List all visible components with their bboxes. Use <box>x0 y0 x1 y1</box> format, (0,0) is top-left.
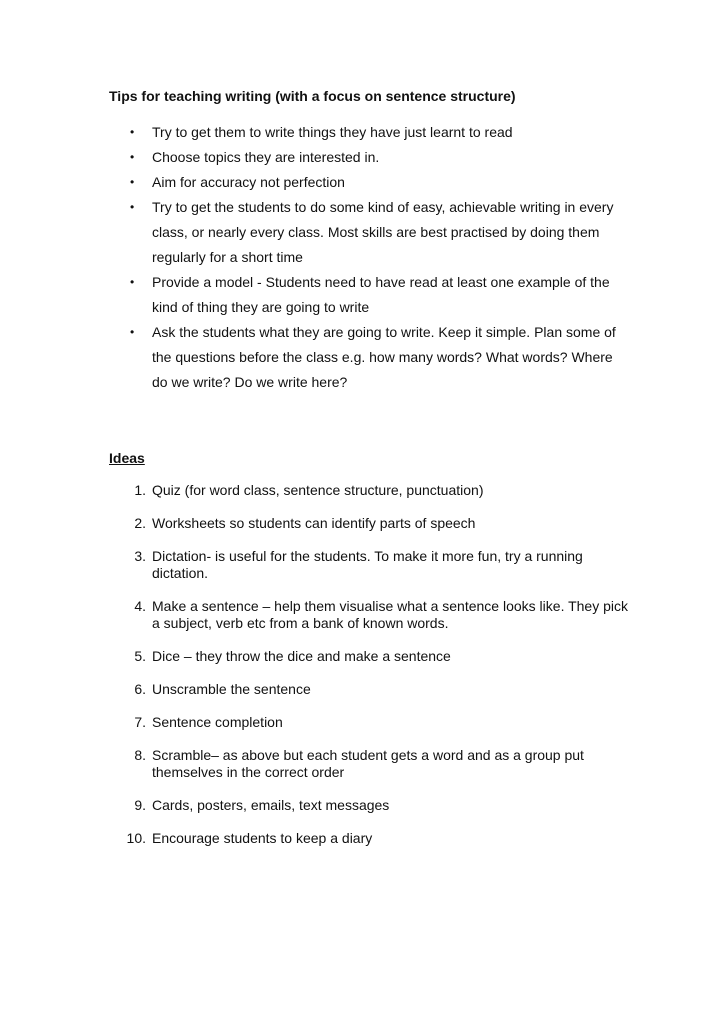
idea-number: 3. <box>134 548 146 564</box>
idea-text: Dictation- is useful for the students. To make it more fun, try a running dictation. <box>152 548 583 581</box>
tips-heading: Tips for teaching writing (with a focus on sentence structure) <box>109 88 516 104</box>
tip-text: Try to get them to write things they have just learnt to read <box>152 124 513 140</box>
tips-list <box>109 120 629 395</box>
idea-number: 1. <box>134 482 146 498</box>
bullet-icon: • <box>130 150 135 164</box>
idea-number: 4. <box>134 598 146 614</box>
idea-text: Worksheets so students can identify parts of speech <box>152 515 476 531</box>
idea-item <box>109 797 629 814</box>
tip-item <box>109 320 629 395</box>
idea-number: 10. <box>126 830 146 846</box>
ideas-heading: Ideas <box>109 450 145 466</box>
tip-item <box>109 145 629 170</box>
bullet-icon: • <box>130 325 135 339</box>
idea-item <box>109 648 629 665</box>
idea-number: 7. <box>134 714 146 730</box>
tip-text: Choose topics they are interested in. <box>152 149 380 165</box>
idea-item <box>109 515 629 532</box>
bullet-icon: • <box>130 175 135 189</box>
idea-text: Unscramble the sentence <box>152 681 311 697</box>
tip-text: Aim for accuracy not perfection <box>152 174 345 190</box>
bullet-icon: • <box>130 275 135 289</box>
idea-number: 9. <box>134 797 146 813</box>
idea-number: 6. <box>134 681 146 697</box>
tip-text: Ask the students what they are going to write. Keep it simple. Plan some of the questions before the class e.g. how many words? What words? Where do we write? Do we write here? <box>152 324 616 390</box>
idea-text: Encourage students to keep a diary <box>152 830 373 846</box>
tip-text: Provide a model - Students need to have read at least one example of the kind of thing they are going to write <box>152 274 610 315</box>
tip-item <box>109 120 629 145</box>
tip-text: Try to get the students to do some kind of easy, achievable writing in every class, or nearly every class. Most skills are best practised by doing them regularly for a short time <box>152 199 614 265</box>
bullet-icon: • <box>130 200 135 214</box>
idea-text: Quiz (for word class, sentence structure, punctuation) <box>152 482 484 498</box>
tip-item <box>109 170 629 195</box>
idea-text: Sentence completion <box>152 714 283 730</box>
idea-item <box>109 681 629 698</box>
idea-item <box>109 830 629 847</box>
idea-number: 2. <box>134 515 146 531</box>
idea-item <box>109 598 629 632</box>
idea-item <box>109 714 629 731</box>
ideas-list <box>109 482 629 863</box>
tip-item <box>109 195 629 270</box>
idea-item <box>109 747 629 781</box>
idea-number: 5. <box>134 648 146 664</box>
idea-item <box>109 482 629 499</box>
bullet-icon: • <box>130 125 135 139</box>
idea-text: Cards, posters, emails, text messages <box>152 797 390 813</box>
idea-text: Dice – they throw the dice and make a sentence <box>152 648 451 664</box>
tip-item <box>109 270 629 320</box>
idea-number: 8. <box>134 747 146 763</box>
idea-text: Scramble– as above but each student gets a word and as a group put themselves in the correct order <box>152 747 584 780</box>
idea-text: Make a sentence – help them visualise what a sentence looks like. They pick a subject, verb etc from a bank of known words. <box>152 598 628 631</box>
idea-item <box>109 548 629 582</box>
